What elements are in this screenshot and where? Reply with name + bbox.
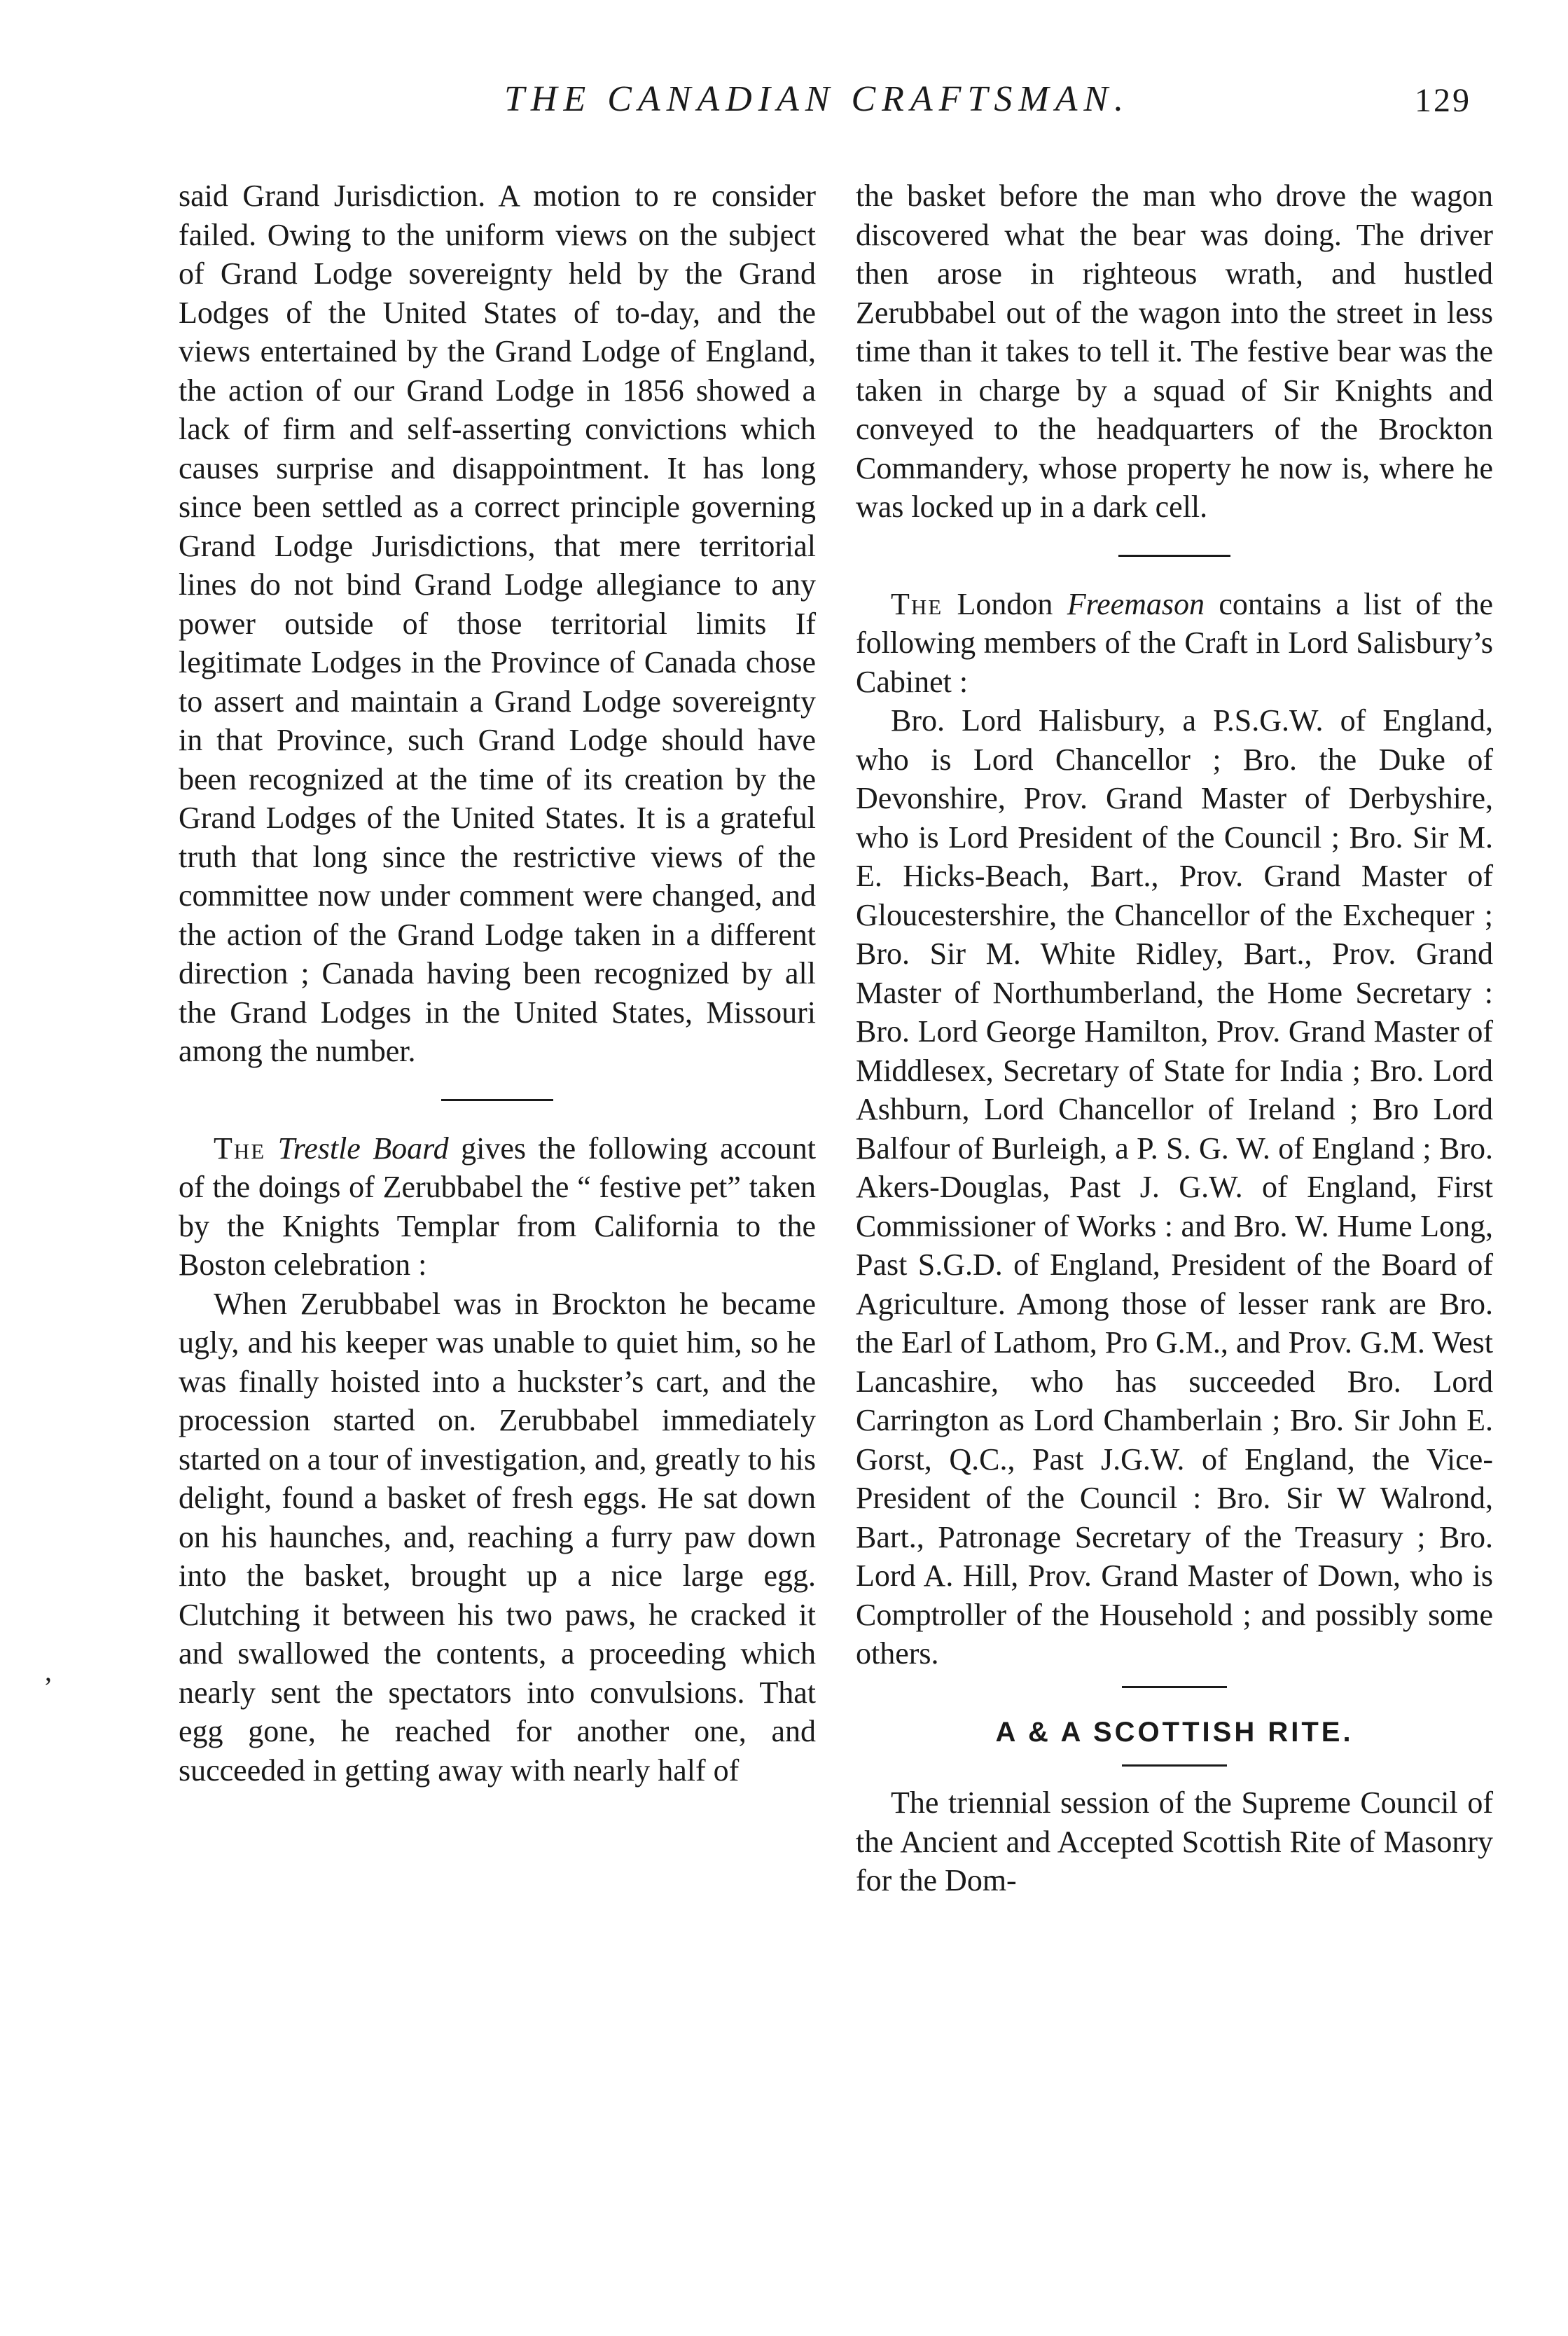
publication-name: Trestle Board (277, 1131, 449, 1166)
section-heading: A & A SCOTTISH RITE. (995, 1716, 1354, 1748)
paragraph-text: London (943, 586, 1067, 621)
paragraph-scottish-rite: The triennial session of the Supreme Council of the Ancient and Accepted Scottish Rite of Masonry for the Dom- (856, 1785, 1493, 1898)
section-divider (441, 1099, 553, 1101)
left-column (179, 177, 816, 1790)
paragraph-cabinet-members: Bro. Lord Halisbury, a P.S.G.W. of England, who is Lord Chancellor ; Bro. the Duke of Devonshire, Prov. Grand Master of Derbyshire, who is Lord President of the Council ; Bro. Sir M. E. Hicks-Beach, Bart., Prov. Grand Master of Gloucestershire, the Chancellor of the Exchequer ; Bro. Sir M. White Ridley, Bart., Prov. Grand Master of Northumberland, the Home Secretary : Bro. Lord George Hamilton, Prov. Grand Master of Middlesex, Secretary of State for India ; Bro. Lord Ashburn, Lord Chancellor of Ireland ; Bro Lord Balfour of Burleigh, a P. S. G. W. of England ; Bro. Akers-Douglas, Past J. G.W. of England, First Commissioner of Works : and Bro. W. Hume Long, Past S.G.D. of England, President of the Board of Agriculture. Among those of lesser rank are Bro. the Earl of Lathom, Pro G.M., and Prov. G.M. West Lancashire, who has succeeded Bro. Lord Carrington as Lord Chamberlain ; Bro. Sir John E. Gorst, Q.C., Past J.G.W. of England, the Vice-President of the Council : Bro. Sir W Walrond, Bart., Patronage Secretary of the Treasury ; Bro. Lord A. Hill, Prov. Grand Master of Down, who is Comptroller of the Household ; and possibly some others. (856, 703, 1493, 1671)
lead-word: The (891, 586, 943, 621)
page-header (0, 78, 1568, 134)
paragraph-bear-continued: the basket before the man who drove the wagon discovered what the bear was doing. The driver then arose in righteous wrath, and hustled Zerubbabel out of the wagon into the street in less time than it takes to tell it. The festive bear was the taken in charge by a squad of Sir Knights and conveyed to the headquarters of the Brockton Commandery, whose property he now is, where he was locked up in a dark cell. (856, 179, 1493, 524)
paragraph-text: gives the following account of the doings of Zerubbabel the “ festive pet” taken by the Knights Templar from California to the Boston celebration : (179, 1131, 816, 1282)
margin-mark: ’ (43, 1671, 53, 1703)
paragraph-grand-jurisdiction: said Grand Jurisdiction. A motion to re consider failed. Owing to the uniform views on the subject of Grand Lodge sovereignty held by the Grand Lodges of the United States of to-day, and the views entertained by the Grand Lodge of England, the action of our Grand Lodge in 1856 showed a lack of firm and self-asserting convictions which causes surprise and disappointment. It has long since been settled as a correct principle governing Grand Lodge Jurisdictions, that mere territorial lines do not bind Grand Lodge allegiance to any power outside of those territorial limits If legitimate Lodges in the Province of Canada chose to assert and maintain a Grand Lodge sovereignty in that Province, such Grand Lodge should have been recognized at the time of its creation by the Grand Lodges of the United States. It is a grateful truth that long since the restrictive views of the committee now under comment were changed, and the action of the Grand Lodge taken in a different direction ; Canada having been recognized by all the Grand Lodges in the United States, Missouri among the number. (179, 179, 816, 1068)
right-column (856, 177, 1493, 1900)
publication-name: Freemason (1067, 586, 1205, 621)
heading-underline (1122, 1764, 1227, 1767)
paragraph-freemason-intro (856, 585, 1493, 702)
section-divider (1118, 555, 1230, 557)
section-divider (1122, 1686, 1227, 1688)
paragraph-text: contains a list of the following members of the Craft in Lord Salisbury’s Cabinet : (856, 586, 1493, 699)
journal-title: THE CANADIAN CRAFTSMAN. (504, 79, 1130, 119)
page-number: 129 (1415, 82, 1471, 119)
paragraph-trestle-board-intro (179, 1129, 816, 1285)
paragraph-zerubbabel-story: When Zerubbabel was in Brockton he became ugly, and his keeper was unable to quiet him, so he was finally hoisted into a huckster’s cart, and the procession started on. Zerubbabel immediately started on a tour of investigation, and, greatly to his delight, found a basket of fresh eggs. He sat down on his haunches, and, reaching a furry paw down into the basket, brought up a nice large egg. Clutching it between his two paws, he cracked it and swallowed the contents, a proceeding which nearly sent the spectators into convulsions. That egg gone, he reached for another one, and succeeded in getting away with nearly half of (179, 1286, 816, 1788)
lead-word: The (214, 1131, 266, 1166)
